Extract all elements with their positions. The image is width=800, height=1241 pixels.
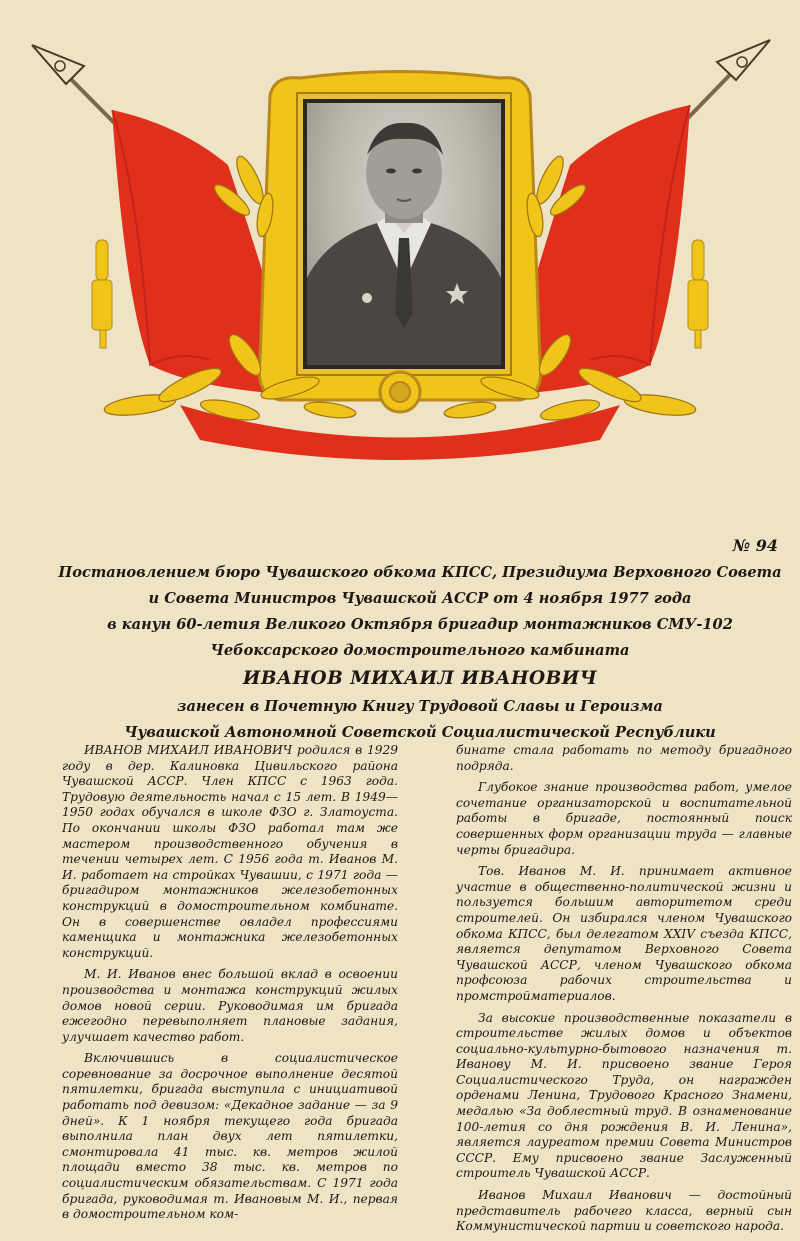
paragraph: Глубокое знание производства работ, умелое сочетание организаторской и воспитательной работы в бригаде, постоянный поиск совершенных форм организации труда — главные черты бригадира. xyxy=(456,780,792,857)
tassel-left xyxy=(92,240,112,348)
tassel-right xyxy=(688,240,708,348)
document-number: № 94 xyxy=(732,536,778,555)
paragraph: ИВАНОВ МИХАИЛ ИВАНОВИЧ родился в 1929 году в дер. Калиновка Цивильского района Чувашской АССР. Член КПСС с 1963 года. Трудовую деятельность начал с 15 лет. В 1949—1950 годах обучался в школе ФЗО г. Златоуста. По окончании школы ФЗО работал там же мастером производственного обучения в течении четырех лет. С 1956 года т. Иванов М. И. работает на стройках Чувашии, с 1971 года — бригадиром монтажников железобетонных конструкций в домостроительном комбинате. Он в совершенстве овладел профессиями каменщика и монтажника железобетонных конструкций. xyxy=(62,743,398,960)
decree-line: Постановлением бюро Чувашского обкома КПСС, Президиума Верховного Совета xyxy=(58,564,782,581)
paragraph: Включившись в социалистическое соревнование за досрочное выполнение десятой пятилетки, бригада выступила с инициативой работать под девизом: «Декадное задание — за 9 дней». К 1 ноября текущего года бригада выполнила план двух лет пятилетки, смонтировала 41 тыс. кв. метров жилой площади вместо 38 тыс. кв. метров по социалистическим обязательствам. С 1971 года бригада, руководимая т. Ивановым М. И., первая в домостроительном ком- xyxy=(62,1051,398,1222)
left-column xyxy=(62,743,398,1241)
body-text xyxy=(62,743,792,1241)
heading-block xyxy=(40,560,800,746)
person-name: ИВАНОВ МИХАИЛ ИВАНОВИЧ xyxy=(242,668,598,689)
right-column xyxy=(456,743,792,1241)
portrait-photo xyxy=(307,103,501,365)
paragraph: Тов. Иванов М. И. принимает активное участие в общественно-политической жизни и пользуется большим авторитетом среди строителей. Он избирался членом Чувашского обкома КПСС, был делегатом XXIV съезда КПСС, является депутатом Верховного Совета Чувашской АССР, членом Чувашского обкома профсоюза рабочих строительства и промстройматериалов. xyxy=(456,864,792,1003)
paragraph: За высокие производственные показатели в строительстве жилых домов и объектов социально-культурно-бытового назначения т. Иванову М. И. присвоено звание Героя Социалистического Труда, он награжден орденами Ленина, Трудового Красного Знамени, медалью «За доблестный труд. В ознаменование 100-летия со дня рождения В. И. Ленина», является лауреатом премии Совета Министров СССР. Ему присвоено звание Заслуженный строитель Чувашской АССР. xyxy=(456,1010,792,1181)
decree-line: Чебоксарского домостроительного камбината xyxy=(210,642,630,659)
honor-line: Чувашской Автономной Советской Социалистической Республики xyxy=(124,724,716,741)
decree-line: в канун 60-летия Великого Октября бригадир монтажников СМУ-102 xyxy=(107,616,733,633)
paragraph: Иванов Михаил Иванович — достойный представитель рабочего класса, верный сын Коммунистической партии и советского народа. xyxy=(456,1188,792,1234)
paragraph: М. И. Иванов внес большой вклад в освоении производства и монтажа конструкций жилых домов новой серии. Руководимая им бригада ежегодно перевыполняет плановые задания, улучшает качество работ. xyxy=(62,967,398,1044)
paragraph: бинате стала работать по методу бригадного подряда. xyxy=(456,743,792,773)
honor-line: занесен в Почетную Книгу Трудовой Славы и Героизма xyxy=(177,698,663,715)
decree-line: и Совета Министров Чувашской АССР от 4 ноября 1977 года xyxy=(148,590,692,607)
